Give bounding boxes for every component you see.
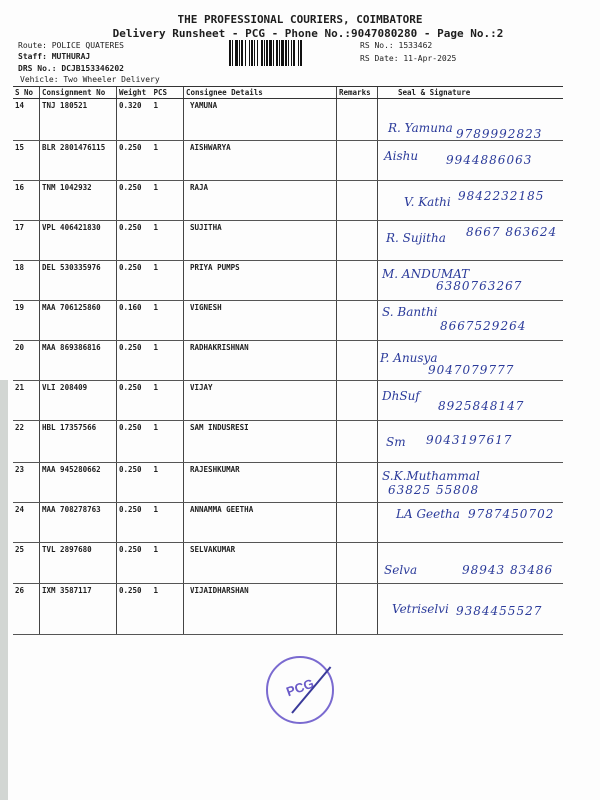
table-row <box>13 221 563 261</box>
handwritten-signature: Selva <box>384 563 418 577</box>
consignee-name: PRIYA PUMPS <box>190 263 240 272</box>
cell-signature <box>378 381 564 421</box>
cell-consignment: MAA 708278763 <box>40 503 117 543</box>
route-label: Route: POLICE QUATERES <box>18 41 124 50</box>
scan-edge <box>0 380 8 800</box>
cell-pcs: 1 <box>153 183 159 192</box>
cell-sno: 25 <box>13 543 40 584</box>
cell-remarks <box>337 543 378 584</box>
cell-weight: 0.250 <box>119 586 142 595</box>
cell-sno: 22 <box>13 421 40 463</box>
consignee-name: RAJESHKUMAR <box>190 465 240 474</box>
cell-weight: 0.250 <box>119 383 142 392</box>
cell-signature <box>378 261 564 301</box>
cell-weight: 0.250 <box>119 223 142 232</box>
table-row <box>13 584 563 635</box>
cell-consignee <box>184 99 337 141</box>
handwritten-phone: 9787450702 <box>468 507 555 521</box>
company-title: THE PROFESSIONAL COURIERS, COIMBATORE <box>177 13 423 26</box>
consignee-name: ANNAMMA GEETHA <box>190 505 254 514</box>
cell-remarks <box>337 341 378 381</box>
cell-consignee <box>184 141 337 181</box>
cell-consignment: HBL 17357566 <box>40 421 117 463</box>
cell-pcs: 1 <box>153 143 159 152</box>
cell-consignment: TVL 2897680 <box>40 543 117 584</box>
table-row <box>13 181 563 221</box>
cell-weight: 0.250 <box>119 465 142 474</box>
cell-pcs: 1 <box>153 423 159 432</box>
handwritten-signature: S.K.Muthammal <box>382 469 480 483</box>
consignee-name: RAJA <box>190 183 209 192</box>
cell-signature <box>378 543 564 584</box>
handwritten-phone: 98943 83486 <box>462 563 554 577</box>
cell-remarks <box>337 99 378 141</box>
consignee-name: SELVAKUMAR <box>190 545 236 554</box>
consignee-name: VIGNESH <box>190 303 222 312</box>
cell-weight-pcs <box>117 584 184 635</box>
runsheet-table <box>13 86 563 635</box>
table-row <box>13 341 563 381</box>
table-row <box>13 463 563 503</box>
col-weight-pcs <box>117 87 184 99</box>
cell-pcs: 1 <box>153 586 159 595</box>
consignee-name: RADHAKRISHNAN <box>190 343 249 352</box>
handwritten-signature: Aishu <box>384 149 419 163</box>
table-row <box>13 261 563 301</box>
cell-weight-pcs <box>117 301 184 341</box>
cell-consignee <box>184 301 337 341</box>
cell-weight: 0.250 <box>119 343 142 352</box>
cell-sno: 14 <box>13 99 40 141</box>
consignee-name: SUJITHA <box>190 223 222 232</box>
handwritten-phone: 8667529264 <box>440 319 527 333</box>
cell-signature <box>378 503 564 543</box>
cell-consignment: BLR 2801476115 <box>40 141 117 181</box>
cell-weight-pcs <box>117 543 184 584</box>
table-row <box>13 421 563 463</box>
cell-sno: 18 <box>13 261 40 301</box>
cell-weight-pcs <box>117 221 184 261</box>
cell-sno: 21 <box>13 381 40 421</box>
table-row <box>13 99 563 141</box>
handwritten-phone: 8667 863624 <box>466 225 558 239</box>
handwritten-signature: S. Banthi <box>382 305 438 319</box>
cell-sno: 17 <box>13 221 40 261</box>
cell-weight: 0.160 <box>119 303 142 312</box>
handwritten-signature: R. Sujitha <box>386 231 446 245</box>
table-row <box>13 543 563 584</box>
cell-remarks <box>337 181 378 221</box>
cell-weight: 0.250 <box>119 143 142 152</box>
handwritten-signature: LA Geetha <box>396 507 460 521</box>
cell-pcs: 1 <box>153 223 159 232</box>
cell-weight: 0.250 <box>119 423 142 432</box>
cell-weight: 0.250 <box>119 545 142 554</box>
cell-sno: 20 <box>13 341 40 381</box>
handwritten-phone: 63825 55808 <box>388 483 480 497</box>
cell-weight-pcs <box>117 421 184 463</box>
cell-consignment: MAA 945280662 <box>40 463 117 503</box>
handwritten-signature: V. Kathi <box>404 195 451 209</box>
pcg-stamp <box>266 656 334 724</box>
handwritten-phone: 9384455527 <box>456 604 543 618</box>
cell-consignee <box>184 221 337 261</box>
cell-remarks <box>337 503 378 543</box>
cell-consignment: DEL 530335976 <box>40 261 117 301</box>
handwritten-phone: 9043197617 <box>426 433 513 447</box>
cell-pcs: 1 <box>153 545 159 554</box>
consignee-name: YAMUNA <box>190 101 218 110</box>
handwritten-phone: 9944886063 <box>446 153 533 167</box>
handwritten-signature: Sm <box>386 435 406 449</box>
cell-consignee <box>184 463 337 503</box>
col-signature-label: Seal & Signature <box>398 88 471 97</box>
cell-signature <box>378 341 564 381</box>
staff-label: Staff: MUTHURAJ <box>18 52 91 61</box>
cell-signature <box>378 99 564 141</box>
col-consignee: Consignee Details <box>184 87 337 99</box>
consignee-name: AISHWARYA <box>190 143 231 152</box>
table-row <box>13 503 563 543</box>
cell-weight: 0.250 <box>119 183 142 192</box>
cell-remarks <box>337 141 378 181</box>
cell-signature <box>378 463 564 503</box>
rs-number: RS No.: 1533462 <box>360 41 433 50</box>
handwritten-signature: M. ANDUMAT <box>382 267 470 281</box>
cell-consignee <box>184 261 337 301</box>
cell-consignment: VPL 406421830 <box>40 221 117 261</box>
cell-pcs: 1 <box>153 263 159 272</box>
cell-pcs: 1 <box>153 383 159 392</box>
consignee-name: VIJAY <box>190 383 213 392</box>
col-consignment: Consignment No <box>40 87 117 99</box>
handwritten-signature: R. Yamuna <box>388 121 453 135</box>
cell-consignee <box>184 503 337 543</box>
cell-consignee <box>184 421 337 463</box>
cell-signature <box>378 221 564 261</box>
cell-weight-pcs <box>117 503 184 543</box>
cell-sno: 16 <box>13 181 40 221</box>
cell-signature <box>378 301 564 341</box>
handwritten-phone: 9842232185 <box>458 189 545 203</box>
cell-remarks <box>337 584 378 635</box>
cell-consignment: MAA 869386816 <box>40 341 117 381</box>
col-weight: Weight <box>119 88 147 97</box>
cell-weight-pcs <box>117 99 184 141</box>
cell-remarks <box>337 221 378 261</box>
stamp-text: PCG <box>284 675 316 700</box>
cell-pcs: 1 <box>153 505 159 514</box>
barcode-bar <box>302 40 303 66</box>
table-header-row <box>13 87 563 99</box>
vehicle-label: Vehicle: Two Wheeler Delivery <box>20 75 160 84</box>
cell-remarks <box>337 463 378 503</box>
cell-pcs: 1 <box>153 101 159 110</box>
cell-consignee <box>184 543 337 584</box>
cell-remarks <box>337 421 378 463</box>
handwritten-signature: DhSuf <box>382 389 420 403</box>
cell-weight-pcs <box>117 141 184 181</box>
cell-consignee <box>184 584 337 635</box>
handwritten-signature: P. Anusya <box>380 351 438 365</box>
cell-consignee <box>184 381 337 421</box>
cell-consignment: TNM 1042932 <box>40 181 117 221</box>
col-signature <box>378 87 564 99</box>
cell-sno: 26 <box>13 584 40 635</box>
consignee-name: VIJAIDHARSHAN <box>190 586 249 595</box>
cell-weight-pcs <box>117 181 184 221</box>
handwritten-phone: 9789992823 <box>456 127 543 141</box>
cell-pcs: 1 <box>153 465 159 474</box>
rs-date: RS Date: 11-Apr-2025 <box>360 54 457 63</box>
cell-signature <box>378 181 564 221</box>
cell-consignee <box>184 181 337 221</box>
cell-weight: 0.320 <box>119 101 142 110</box>
table-row <box>13 301 563 341</box>
cell-consignment: IXM 3587117 <box>40 584 117 635</box>
cell-weight-pcs <box>117 261 184 301</box>
cell-weight-pcs <box>117 463 184 503</box>
barcode <box>229 40 342 66</box>
cell-remarks <box>337 261 378 301</box>
cell-consignment: VLI 208409 <box>40 381 117 421</box>
cell-weight-pcs <box>117 341 184 381</box>
cell-pcs: 1 <box>153 343 159 352</box>
cell-signature <box>378 141 564 181</box>
cell-consignment: TNJ 180521 <box>40 99 117 141</box>
cell-consignee <box>184 341 337 381</box>
consignee-name: SAM INDUSRESI <box>190 423 249 432</box>
cell-sno: 24 <box>13 503 40 543</box>
cell-sno: 15 <box>13 141 40 181</box>
cell-remarks <box>337 301 378 341</box>
runsheet-subtitle: Delivery Runsheet - PCG - Phone No.:9047080280 - Page No.:2 <box>112 27 504 40</box>
cell-pcs: 1 <box>153 303 159 312</box>
handwritten-phone: 9047079777 <box>428 363 515 377</box>
col-sno: S No <box>13 87 40 99</box>
cell-sno: 23 <box>13 463 40 503</box>
handwritten-phone: 6380763267 <box>436 279 523 293</box>
drs-label: DRS No.: DCJB153346202 <box>18 64 124 73</box>
cell-weight: 0.250 <box>119 505 142 514</box>
cell-remarks <box>337 381 378 421</box>
col-remarks: Remarks <box>337 87 378 99</box>
cell-weight-pcs <box>117 381 184 421</box>
cell-signature <box>378 584 564 635</box>
handwritten-signature: Vetriselvi <box>392 602 449 616</box>
handwritten-phone: 8925848147 <box>438 399 525 413</box>
cell-consignment: MAA 706125860 <box>40 301 117 341</box>
col-pcs: PCS <box>153 88 168 97</box>
cell-signature <box>378 421 564 463</box>
table-row <box>13 141 563 181</box>
cell-weight: 0.250 <box>119 263 142 272</box>
table-row <box>13 381 563 421</box>
cell-sno: 19 <box>13 301 40 341</box>
